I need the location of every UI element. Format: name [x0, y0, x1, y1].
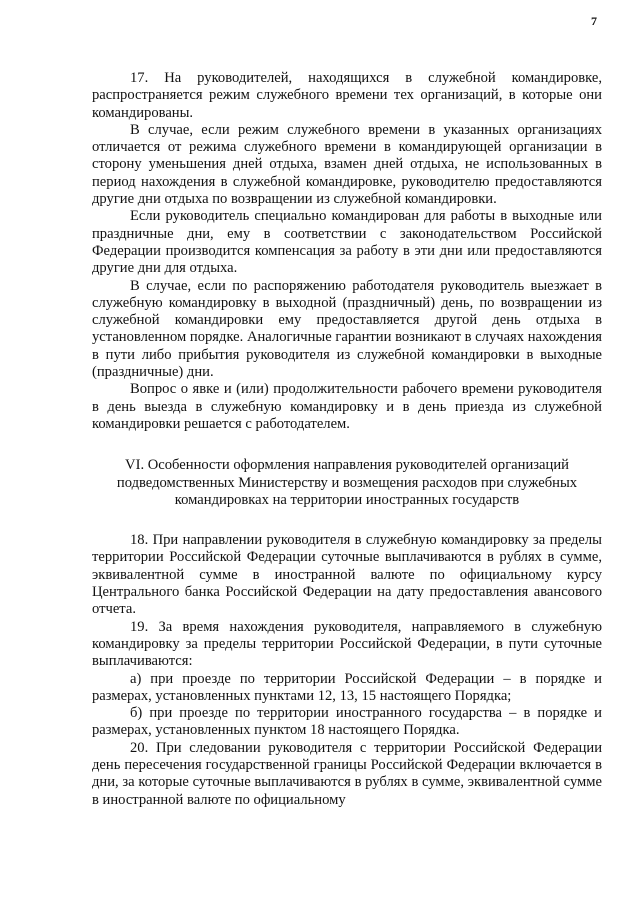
paragraph-19: 19. За время нахождения руководителя, направляемого в служебную командировку за пределы территории Российской Федерации, в пути суточные выплачиваются: — [92, 618, 602, 670]
paragraph-19b: б) при проезде по территории иностранного государства – в порядке и размерах, установленных пунктом 18 настоящего Порядка. — [92, 705, 602, 739]
section-heading: VI. Особенности оформления направления руководителей организаций подведомственных Министерству и возмещения расходов при служебных командировках на территории иностранных государств — [116, 457, 578, 508]
paragraph-departure-holiday: В случае, если по распоряжению работодателя руководитель выезжает в служебную командировку в выходной (праздничный) день, по возвращении из служебной командировки ему предоставляется другой день отдыха в установленном порядке. Аналогичные гарантии возникают в случаях нахождения в пути либо прибытия руководителя из служебной командировки в выходные (праздничные) дни. — [92, 277, 602, 381]
paragraph-rest-days: В случае, если режим служебного времени в указанных организациях отличается от режима служебного времени в командирующей организации в сторону уменьшения дней отдыха, взамен дней отдыха, не использованных в период нахождения в служебной командировке, руководителю предоставляются другие дни отдыха по возвращении из служебной командировки. — [92, 121, 602, 208]
paragraph-19a: а) при проезде по территории Российской Федерации – в порядке и размерах, установленных пунктами 12, 13, 15 настоящего Порядка; — [92, 670, 602, 704]
paragraph-17: 17. На руководителей, находящихся в служебной командировке, распространяется режим служебного времени тех организаций, в которые они командированы. — [92, 70, 602, 121]
paragraph-holiday-work: Если руководитель специально командирован для работы в выходные или праздничные дни, ему в соответствии с законодательством Российской Федерации производится компенсация за работу в эти дни или предоставляются другие дни для отдыха. — [92, 208, 602, 277]
paragraph-18: 18. При направлении руководителя в служебную командировку за пределы территории Российской Федерации суточные выплачиваются в рублях в сумме, эквивалентной сумме в иностранной валюте по официальному курсу Центрального банка Российской Федерации на дату предоставления авансового отчета. — [92, 532, 602, 618]
paragraph-working-time: Вопрос о явке и (или) продолжительности рабочего времени руководителя в день выезда в служебную командировку и в день приезда из служебной командировки решается с работодателем. — [92, 381, 602, 432]
document-body — [92, 70, 602, 809]
paragraph-20: 20. При следовании руководителя с территории Российской Федерации день пересечения государственной границы Российской Федерации включается в дни, за которые суточные выплачиваются в рублях в сумме, эквивалентной сумме в иностранной валюте по официальному — [92, 739, 602, 808]
page-number: 7 — [591, 14, 597, 28]
